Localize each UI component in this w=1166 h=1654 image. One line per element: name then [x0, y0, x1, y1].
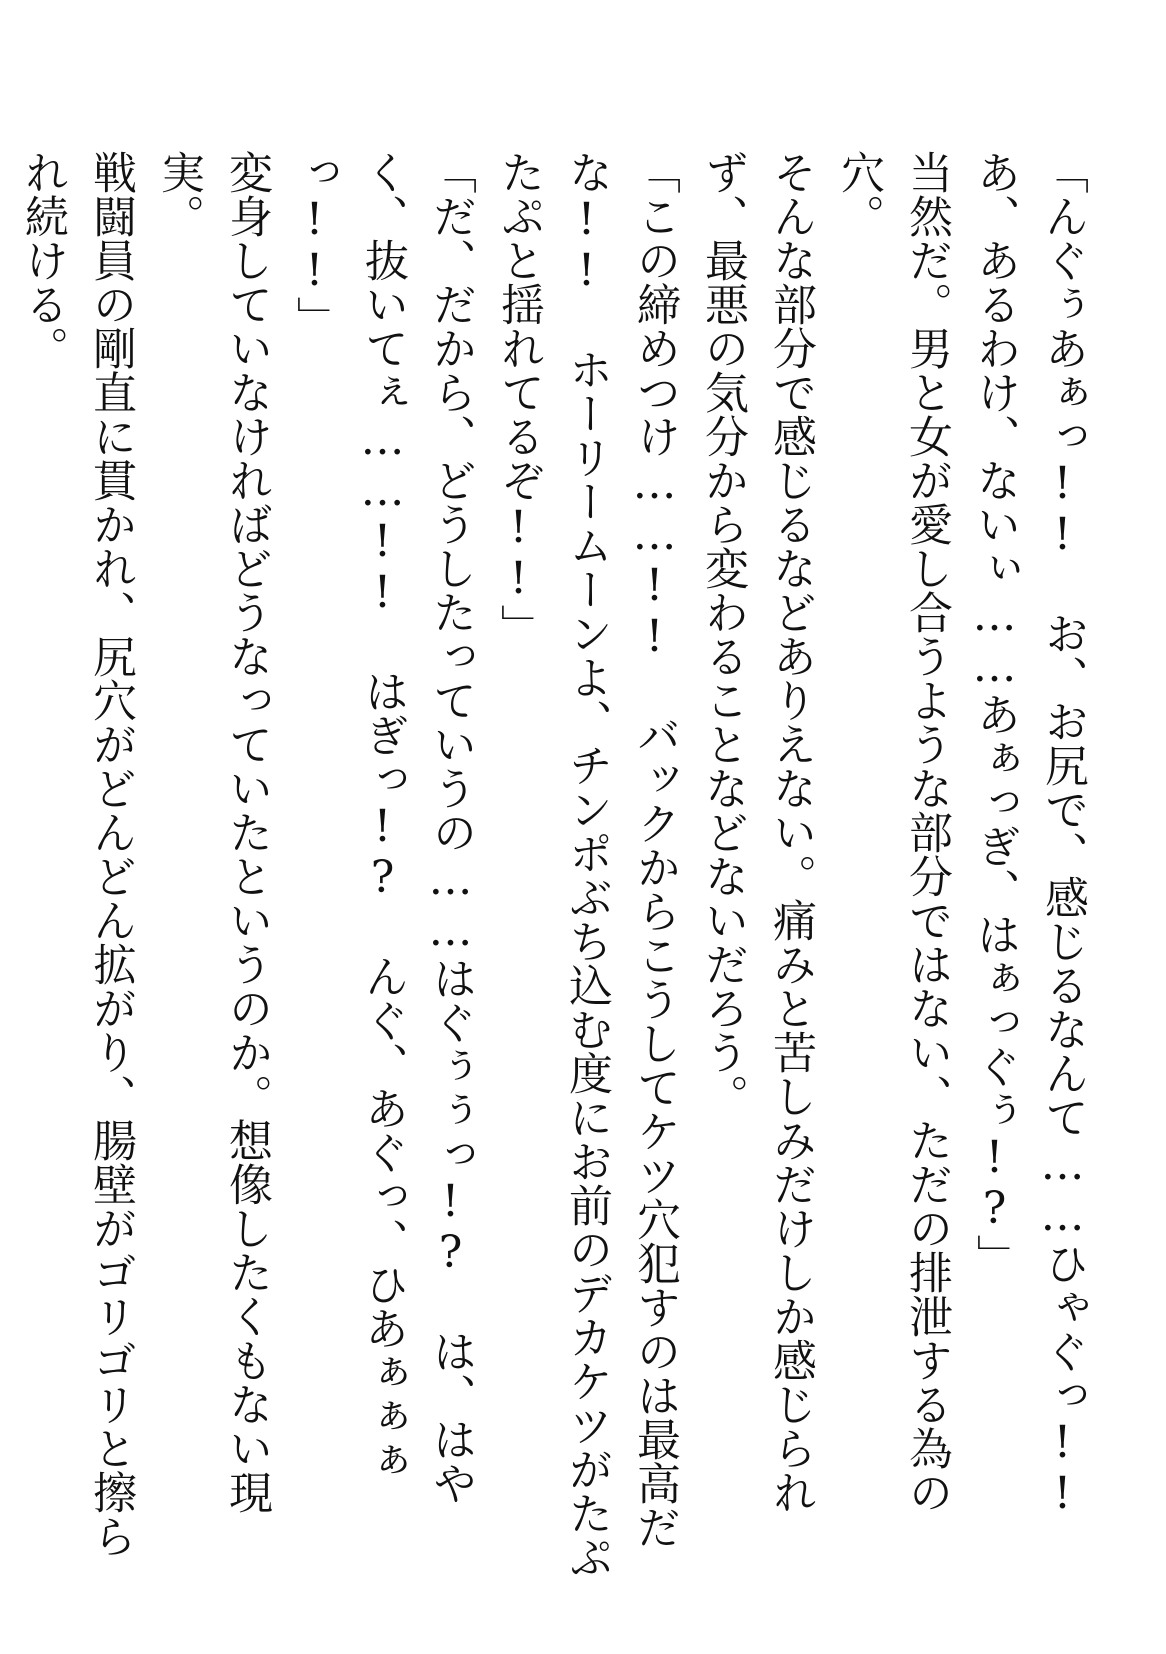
- paragraph-7: 戦闘員の剛直に貫かれ、尻穴がどんどん拡がり、腸壁がゴリゴリと擦られ続ける。: [17, 150, 136, 1558]
- paragraph-1: 「んぐぅあぁっ!! お、お尻で、感じるなんて……ひゃぐっ!! あ、あるわけ、ないぃ……あぁっぎ、はぁっぐぅ!?」: [969, 150, 1088, 1519]
- paragraph-5: 「だ、だから、どうしたっていうの……はぐぅぅっ!? は、はやく、抜いてぇ……!! はぎっ!? んぐ、あぐっ、ひあぁぁぁっ!!」: [289, 150, 476, 1505]
- paragraph-4: 「この締めつけ……!! バックからこうしてケツ穴犯すのは最高だな!! ホーリームーンよ、チンポぶち込む度にお前のデカケツがたぷたぷと揺れてるぞ!!」: [493, 150, 680, 1579]
- paragraph-8: [0, 150, 8, 1580]
- vertical-text-body: [0, 150, 1096, 1580]
- paragraph-2: 当然だ。男と女が愛し合うような部分ではない、ただの排泄する為の穴。: [833, 150, 952, 1514]
- paragraph-6: 変身していなければどうなっていたというのか。想像したくもない現実。: [153, 150, 272, 1514]
- paragraph-3: そんな部分で感じるなどありえない。痛みと苦しみだけしか感じられず、最悪の気分から変わることなどないだろう。: [697, 150, 816, 1514]
